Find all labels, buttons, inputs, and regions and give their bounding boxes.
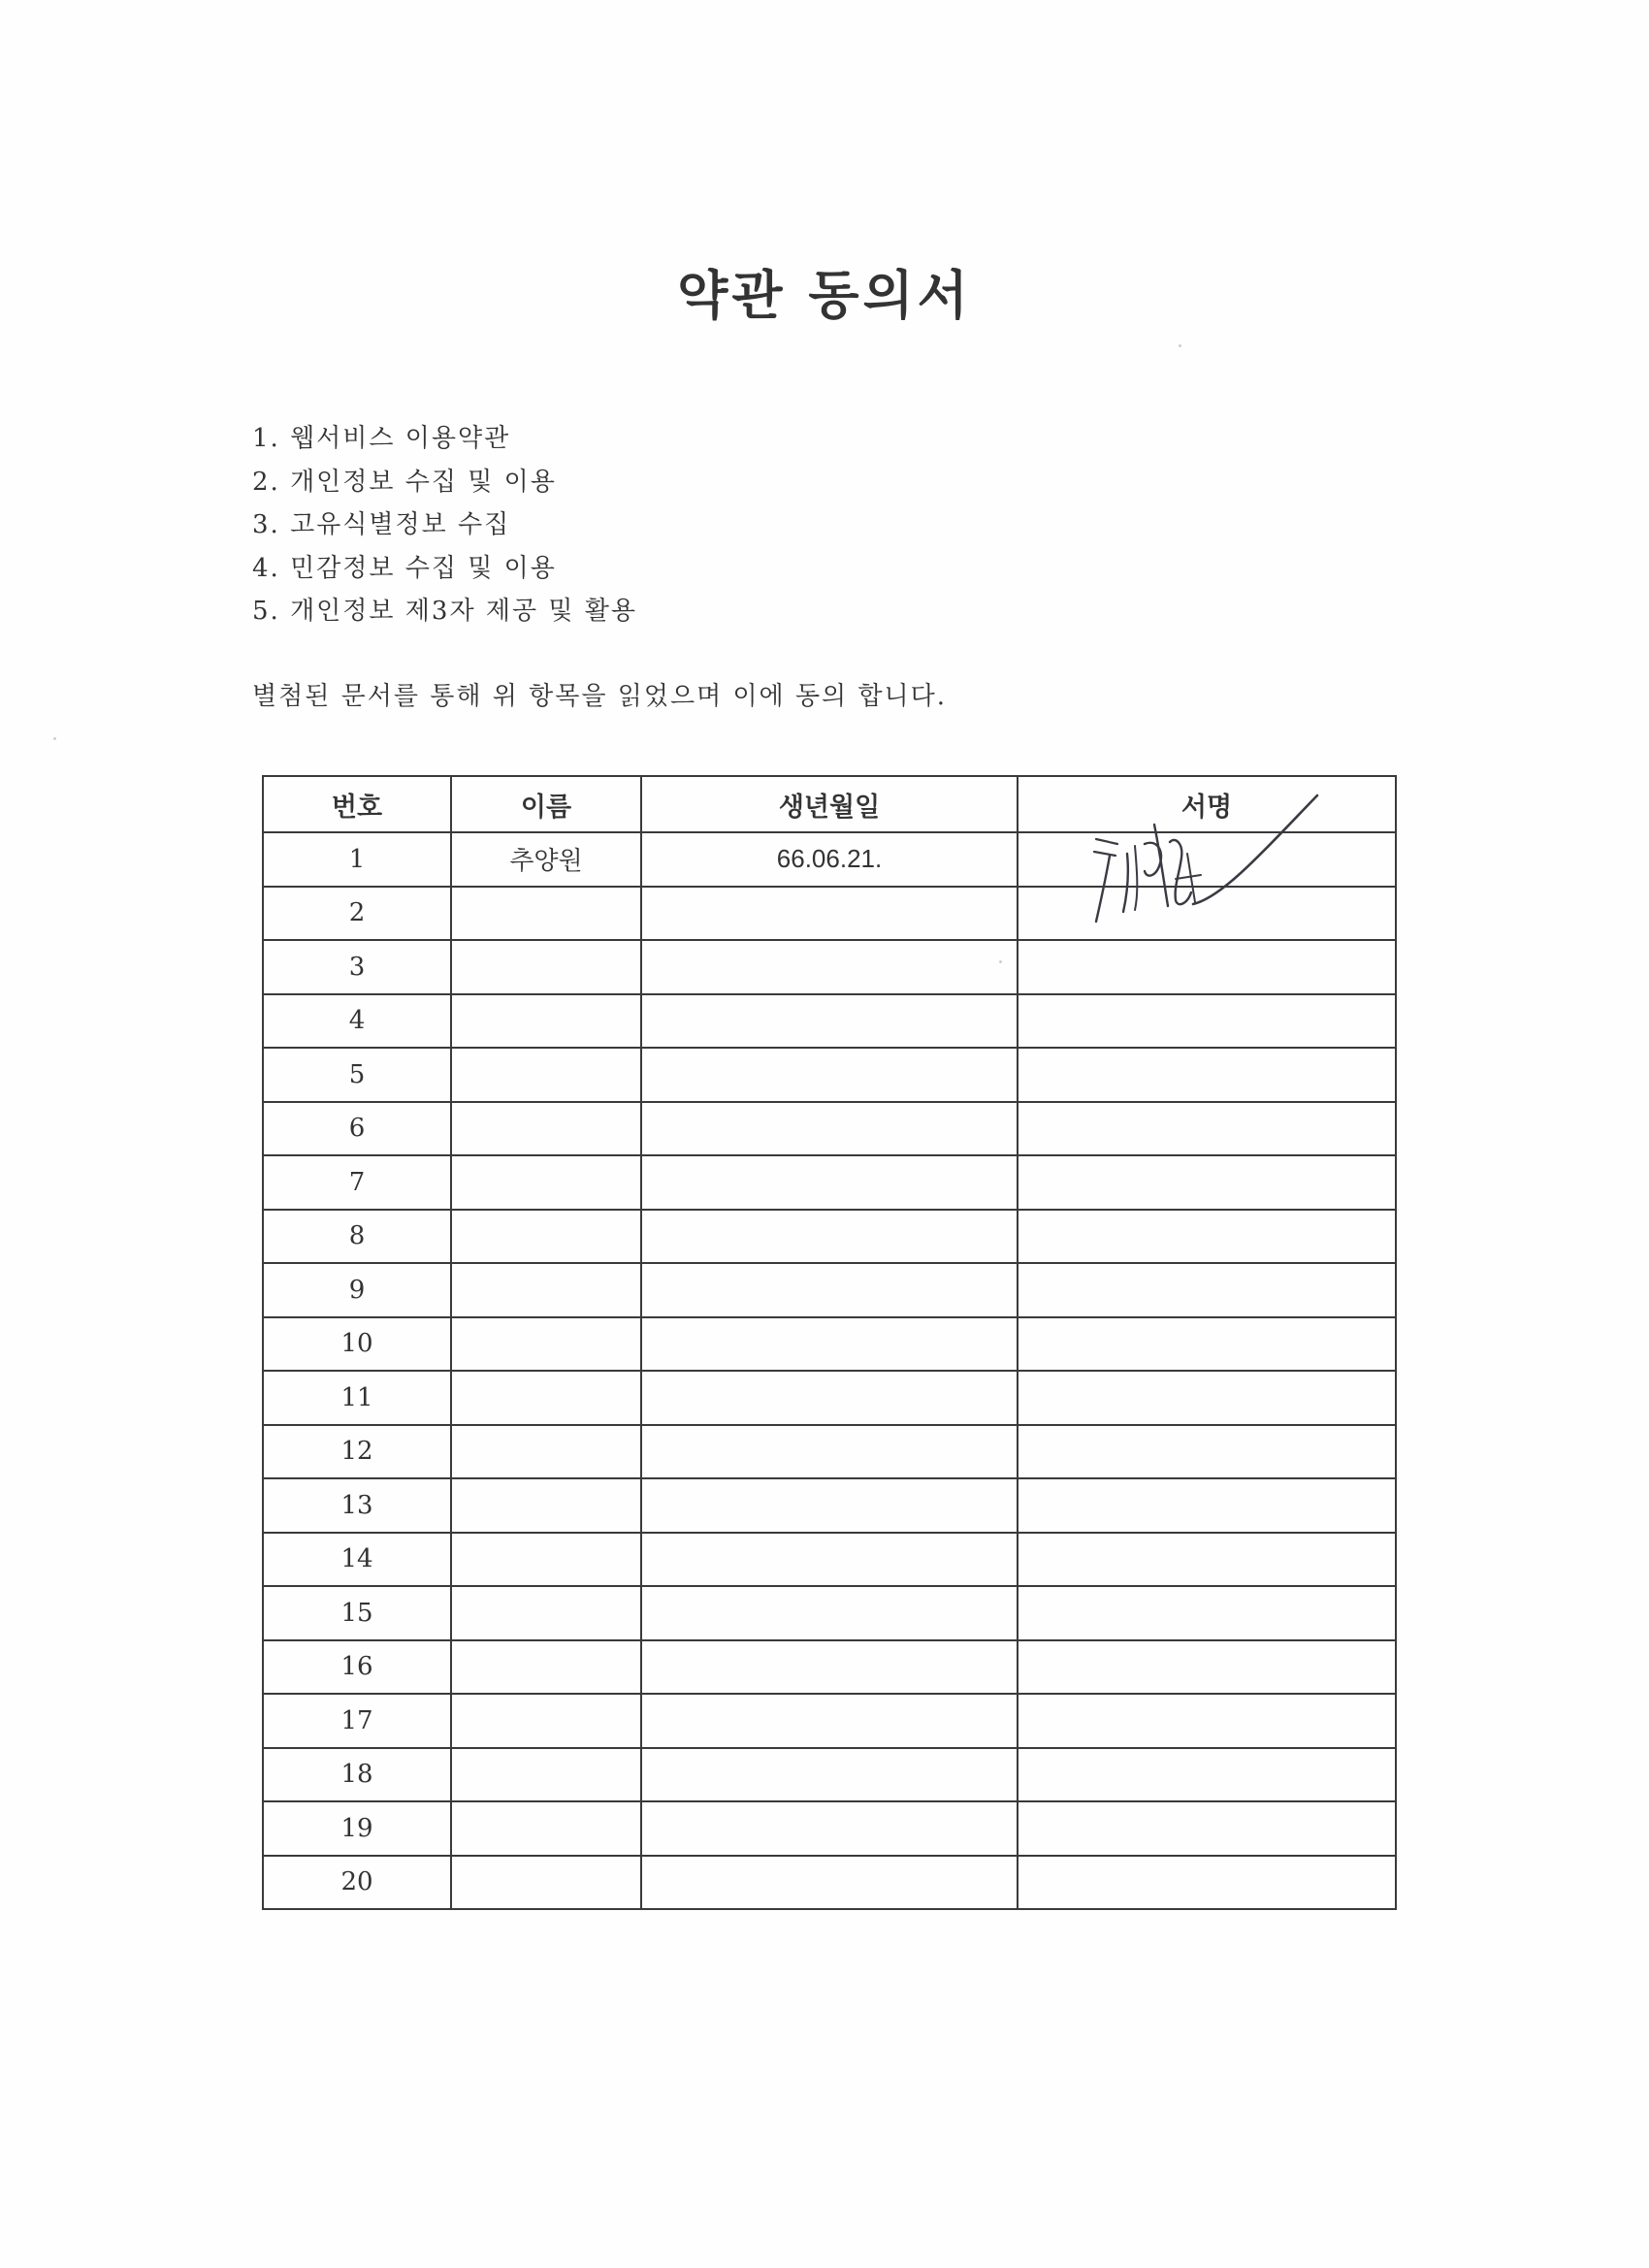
signature-cell: [1018, 1102, 1396, 1156]
signature-cell: [1018, 1856, 1396, 1910]
birthdate-cell: 66.06.21.: [641, 832, 1018, 887]
row-number-cell: 5: [263, 1048, 451, 1102]
row-number-cell: 16: [263, 1640, 451, 1695]
name-cell: [451, 1586, 641, 1640]
name-cell: [451, 940, 641, 994]
signature-cell: [1018, 1748, 1396, 1802]
row-number-cell: 2: [263, 887, 451, 941]
signature-cell: [1018, 994, 1396, 1049]
signature-cell: [1018, 832, 1396, 887]
birthdate-cell: [641, 1317, 1018, 1372]
signature-cell: [1018, 1694, 1396, 1748]
name-cell: [451, 1694, 641, 1748]
name-cell: [451, 1210, 641, 1264]
table-row: [263, 832, 1396, 887]
birthdate-cell: [641, 1533, 1018, 1587]
birthdate-cell: [641, 1640, 1018, 1695]
table-row: [263, 1371, 1396, 1425]
table-row: [263, 994, 1396, 1049]
table-row: [263, 1210, 1396, 1264]
table-row: [263, 1155, 1396, 1210]
table-row: [263, 1748, 1396, 1802]
table-row: [263, 1478, 1396, 1533]
signature-cell: [1018, 1263, 1396, 1317]
row-number-cell: 12: [263, 1425, 451, 1479]
signature-cell: [1018, 1210, 1396, 1264]
name-cell: [451, 1317, 641, 1372]
signature-cell: [1018, 1478, 1396, 1533]
terms-item: 5. 개인정보 제3자 제공 및 활용: [252, 597, 637, 626]
row-number-cell: 18: [263, 1748, 451, 1802]
name-cell: [451, 1425, 641, 1479]
signature-cell: [1018, 887, 1396, 941]
birthdate-cell: [641, 1425, 1018, 1479]
name-cell: [451, 1371, 641, 1425]
table-header-row: [263, 776, 1396, 832]
row-number-cell: 6: [263, 1102, 451, 1156]
name-cell: [451, 1801, 641, 1856]
signature-cell: [1018, 1317, 1396, 1372]
column-header-name: 이름: [451, 776, 641, 832]
consent-statement: 별첨된 문서를 통해 위 항목을 읽었으며 이에 동의 합니다.: [252, 682, 948, 711]
table-row: [263, 1694, 1396, 1748]
birthdate-cell: [641, 1263, 1018, 1317]
row-number-cell: 15: [263, 1586, 451, 1640]
column-header-signature: 서명: [1018, 776, 1396, 832]
table-row: [263, 1586, 1396, 1640]
terms-item: 3. 고유식별정보 수집: [252, 510, 511, 539]
signature-cell: [1018, 1425, 1396, 1479]
birthdate-cell: [641, 1478, 1018, 1533]
birthdate-cell: [641, 1586, 1018, 1640]
table-row: [263, 1263, 1396, 1317]
scan-speck: [53, 737, 56, 740]
birthdate-cell: [641, 1801, 1018, 1856]
birthdate-cell: [641, 1694, 1018, 1748]
document-title: 약관 동의서: [677, 265, 972, 326]
row-number-cell: 4: [263, 994, 451, 1049]
signature-cell: [1018, 1640, 1396, 1695]
table-row: [263, 1317, 1396, 1372]
column-header-birthdate: 생년월일: [641, 776, 1018, 832]
name-cell: [451, 1263, 641, 1317]
birthdate-cell: [641, 1371, 1018, 1425]
birthdate-cell: [641, 1155, 1018, 1210]
table-row: [263, 1640, 1396, 1695]
birthdate-cell: [641, 1102, 1018, 1156]
terms-item: 1. 웹서비스 이용약관: [252, 424, 511, 453]
name-cell: [451, 1102, 641, 1156]
signature-cell: [1018, 940, 1396, 994]
birthdate-cell: [641, 1048, 1018, 1102]
signature-cell: [1018, 1586, 1396, 1640]
birthdate-cell: [641, 1856, 1018, 1910]
table-row: [263, 1801, 1396, 1856]
signature-cell: [1018, 1801, 1396, 1856]
column-header-number: 번호: [263, 776, 451, 832]
name-cell: [451, 1155, 641, 1210]
row-number-cell: 7: [263, 1155, 451, 1210]
row-number-cell: 8: [263, 1210, 451, 1264]
signature-table: [262, 775, 1397, 1910]
table-body: [263, 832, 1396, 1909]
row-number-cell: 10: [263, 1317, 451, 1372]
table-row: [263, 1533, 1396, 1587]
row-number-cell: 19: [263, 1801, 451, 1856]
table-row: [263, 1048, 1396, 1102]
row-number-cell: 13: [263, 1478, 451, 1533]
row-number-cell: 1: [263, 832, 451, 887]
birthdate-cell: [641, 1748, 1018, 1802]
name-cell: [451, 1856, 641, 1910]
birthdate-cell: [641, 940, 1018, 994]
terms-item: 2. 개인정보 수집 및 이용: [252, 467, 557, 497]
terms-item: 4. 민감정보 수집 및 이용: [252, 553, 557, 583]
name-cell: [451, 1478, 641, 1533]
name-cell: [451, 994, 641, 1049]
table-row: [263, 1856, 1396, 1910]
signature-table-wrapper: [262, 775, 1395, 1910]
signature-cell: [1018, 1371, 1396, 1425]
birthdate-cell: [641, 994, 1018, 1049]
scan-speck: [999, 960, 1002, 963]
table-row: [263, 940, 1396, 994]
row-number-cell: 11: [263, 1371, 451, 1425]
signature-cell: [1018, 1533, 1396, 1587]
birthdate-cell: [641, 887, 1018, 941]
table-row: [263, 1425, 1396, 1479]
name-cell: [451, 1748, 641, 1802]
name-cell: [451, 1640, 641, 1695]
table-row: [263, 887, 1396, 941]
name-cell: [451, 1533, 641, 1587]
signature-cell: [1018, 1048, 1396, 1102]
scan-speck: [1179, 344, 1181, 347]
name-cell: 추양원: [451, 832, 641, 887]
birthdate-cell: [641, 1210, 1018, 1264]
signature-cell: [1018, 1155, 1396, 1210]
table-row: [263, 1102, 1396, 1156]
row-number-cell: 3: [263, 940, 451, 994]
name-cell: [451, 1048, 641, 1102]
row-number-cell: 17: [263, 1694, 451, 1748]
row-number-cell: 9: [263, 1263, 451, 1317]
name-cell: [451, 887, 641, 941]
row-number-cell: 14: [263, 1533, 451, 1587]
terms-list: [252, 417, 637, 633]
row-number-cell: 20: [263, 1856, 451, 1910]
